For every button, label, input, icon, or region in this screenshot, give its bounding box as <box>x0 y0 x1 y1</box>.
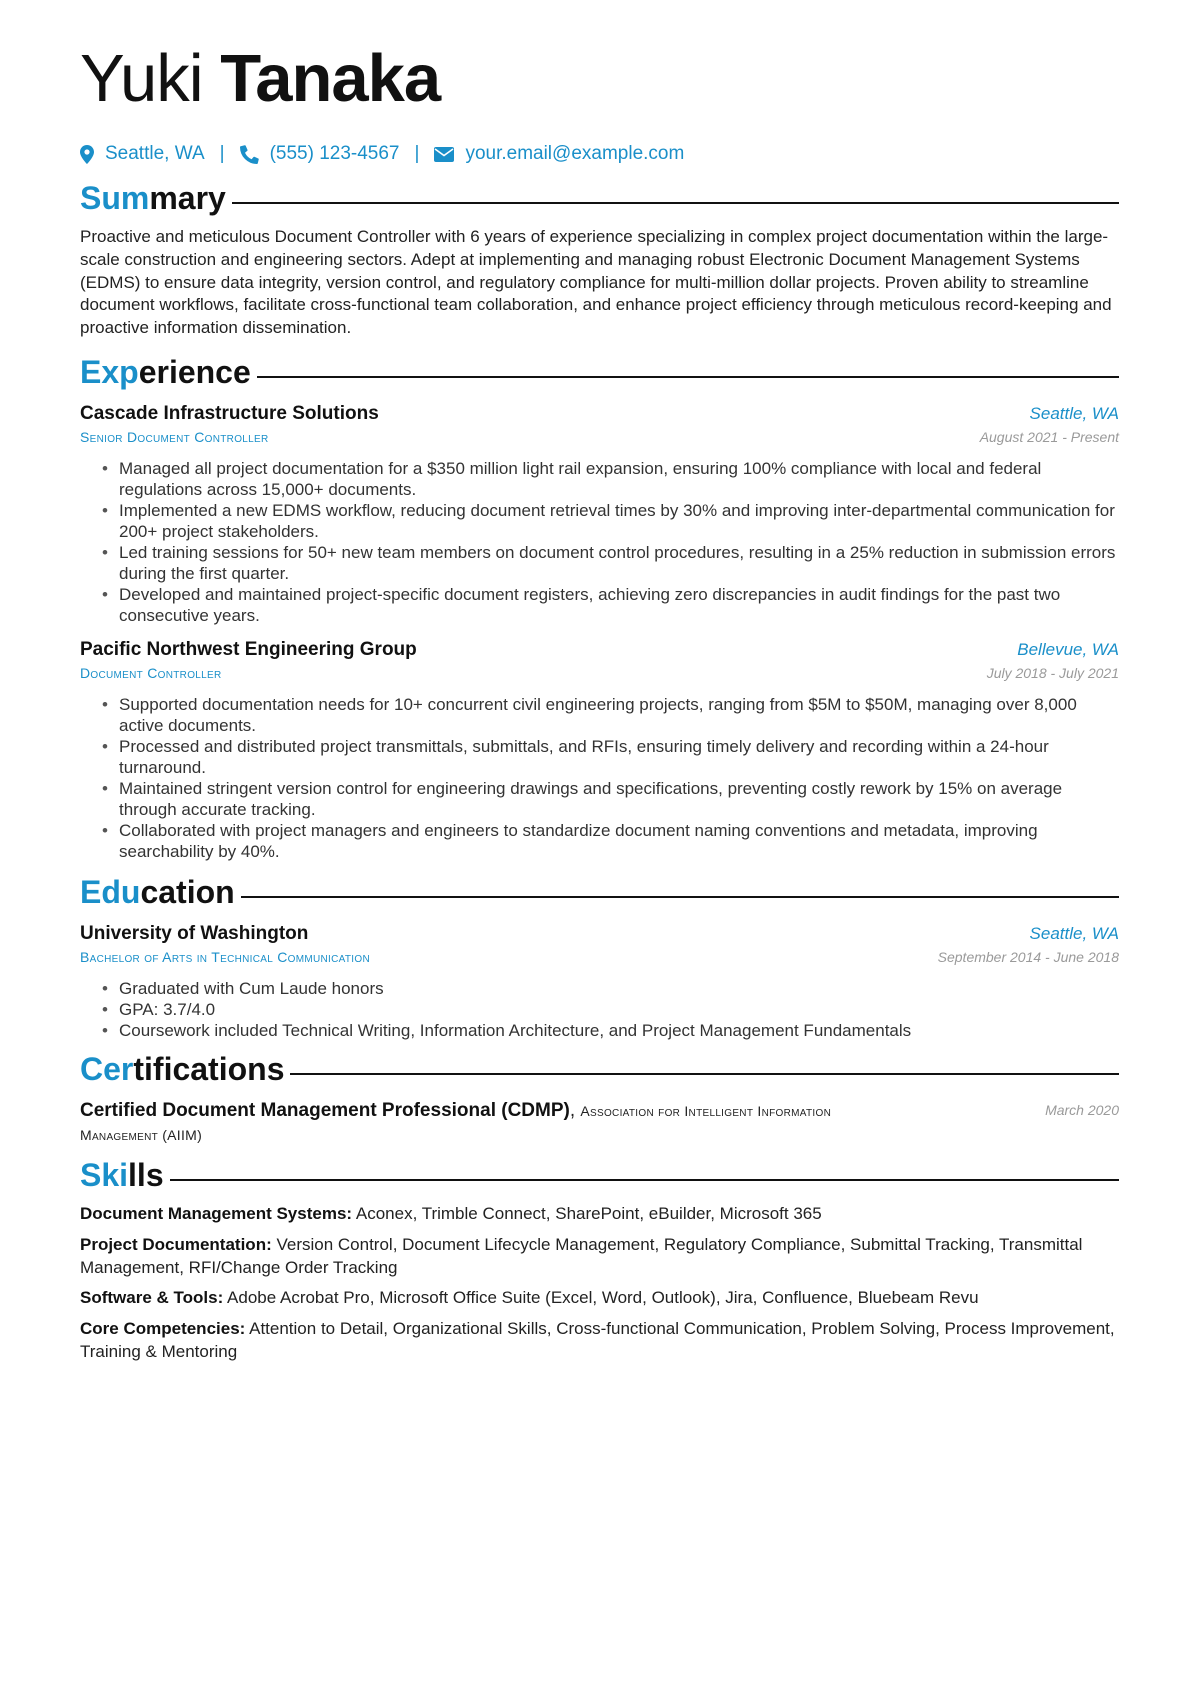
list-item: • Supported documentation needs for 10+ concurrent civil engineering projects, ranging from $5M to $50M, managing over 8,000 active documents. <box>102 694 1119 736</box>
job-entry <box>80 638 1119 862</box>
skills-title: Skills <box>80 1156 164 1193</box>
contact-phone[interactable] <box>240 143 400 165</box>
job-bullets <box>80 458 1119 626</box>
education-dates: September 2014 - June 2018 <box>937 948 1119 965</box>
contact-bar <box>80 140 1119 168</box>
list-item: • Collaborated with project managers and engineers to standardize document naming conventions and metadata, improving searchability by 40%. <box>102 820 1119 862</box>
contact-location <box>80 143 205 165</box>
list-item: • Implemented a new EDMS workflow, reducing document retrieval times by 30% and improving inter-departmental communication for 200+ project stakeholders. <box>102 500 1119 542</box>
location-text: Seattle, WA <box>105 143 205 164</box>
job-bullets <box>80 694 1119 862</box>
list-item: • Developed and maintained project-specific document registers, achieving zero discrepancies in audit findings for the past two consecutive years. <box>102 584 1119 626</box>
section-rule <box>170 1179 1119 1181</box>
certification-title: Certified Document Management Professional (CDMP) <box>80 1099 570 1121</box>
education-title: Education <box>80 873 235 910</box>
experience-heading <box>80 352 1119 392</box>
education-entry <box>80 922 1119 1041</box>
skills-heading <box>80 1155 1119 1195</box>
certification-entry <box>80 1099 1119 1147</box>
certification-org: Association for Intelligent Information Management (AIIM) <box>80 1102 832 1143</box>
section-rule <box>290 1073 1119 1075</box>
skill-row: Core Competencies: Attention to Detail, Organizational Skills, Cross-functional Communication, Problem Solving, Process Improvement, Training & Mentoring <box>80 1319 1115 1361</box>
phone-text: (555) 123-4567 <box>269 143 400 164</box>
list-item: • Processed and distributed project transmittals, submittals, and RFIs, ensuring timely delivery and recording within a 24-hour turnaround. <box>102 736 1119 778</box>
last-name: Tanaka <box>220 41 441 116</box>
section-rule <box>241 896 1119 898</box>
map-pin-icon <box>80 145 94 164</box>
job-location: Seattle, WA <box>1029 403 1119 423</box>
summary-heading <box>80 178 1119 218</box>
first-name: Yuki <box>80 41 203 116</box>
skill-row: Project Documentation: Version Control, Document Lifecycle Management, Regulatory Compliance, Submittal Tracking, Transmittal Management, RFI/Change Order Tracking <box>80 1234 1083 1277</box>
list-item: • GPA: 3.7/4.0 <box>102 999 1119 1020</box>
section-rule <box>232 202 1119 204</box>
envelope-icon <box>434 147 454 162</box>
education-bullets <box>80 978 1119 1041</box>
company-name: Cascade Infrastructure Solutions <box>80 402 379 424</box>
summary-title: Summary <box>80 180 226 216</box>
company-name: Pacific Northwest Engineering Group <box>80 638 417 660</box>
job-location: Bellevue, WA <box>1017 639 1119 659</box>
contact-separator: | <box>414 143 420 164</box>
certifications-title: Certifications <box>80 1050 285 1087</box>
phone-icon <box>240 145 259 164</box>
section-rule <box>257 376 1119 378</box>
certification-date: March 2020 <box>1045 1101 1119 1118</box>
education-heading <box>80 872 1119 912</box>
contact-separator: | <box>219 143 225 164</box>
school-name: University of Washington <box>80 922 309 944</box>
certification-separator: , <box>569 1099 581 1121</box>
job-title: Senior Document Controller <box>80 428 269 445</box>
list-item: • Led training sessions for 50+ new team members on document control procedures, resulting in a 25% reduction in submission errors during the first quarter. <box>102 542 1119 584</box>
summary-text: Proactive and meticulous Document Controller with 6 years of experience specializing in complex project documentation within the large-scale construction and engineering sectors. Adept at implementing and managing robust Electronic Document Management Systems (EDMS) to ensure data integrity, version control, and regulatory compliance for multi-million dollar projects. Proven ability to streamline document workflows, facilitate cross-functional team collaboration, and enhance project efficiency through meticulous record-keeping and proactive information dissemination. <box>80 227 1112 338</box>
list-item: • Graduated with Cum Laude honors <box>102 978 1119 999</box>
candidate-name <box>80 38 1119 120</box>
degree: Bachelor of Arts in Technical Communication <box>80 948 370 965</box>
list-item: • Managed all project documentation for a $350 million light rail expansion, ensuring 100% compliance with local and federal regulations across 15,000+ documents. <box>102 458 1119 500</box>
list-item: • Coursework included Technical Writing, Information Architecture, and Project Management Fundamentals <box>102 1020 1119 1041</box>
contact-email[interactable] <box>434 143 684 165</box>
job-entry <box>80 402 1119 626</box>
list-item: • Maintained stringent version control for engineering drawings and specifications, preventing costly rework by 15% on average through accurate tracking. <box>102 778 1119 820</box>
certifications-heading <box>80 1049 1119 1089</box>
job-dates: August 2021 - Present <box>979 428 1119 445</box>
skill-row: Document Management Systems: Aconex, Trimble Connect, SharePoint, eBuilder, Microsoft 365 <box>80 1203 822 1223</box>
experience-title: Experience <box>80 353 251 390</box>
skill-row: Software & Tools: Adobe Acrobat Pro, Microsoft Office Suite (Excel, Word, Outlook), Jira, Confluence, Bluebeam Revu <box>80 1288 979 1308</box>
email-text: your.email@example.com <box>465 143 685 164</box>
job-title: Document Controller <box>80 664 222 681</box>
school-location: Seattle, WA <box>1029 923 1119 943</box>
job-dates: July 2018 - July 2021 <box>986 664 1119 681</box>
